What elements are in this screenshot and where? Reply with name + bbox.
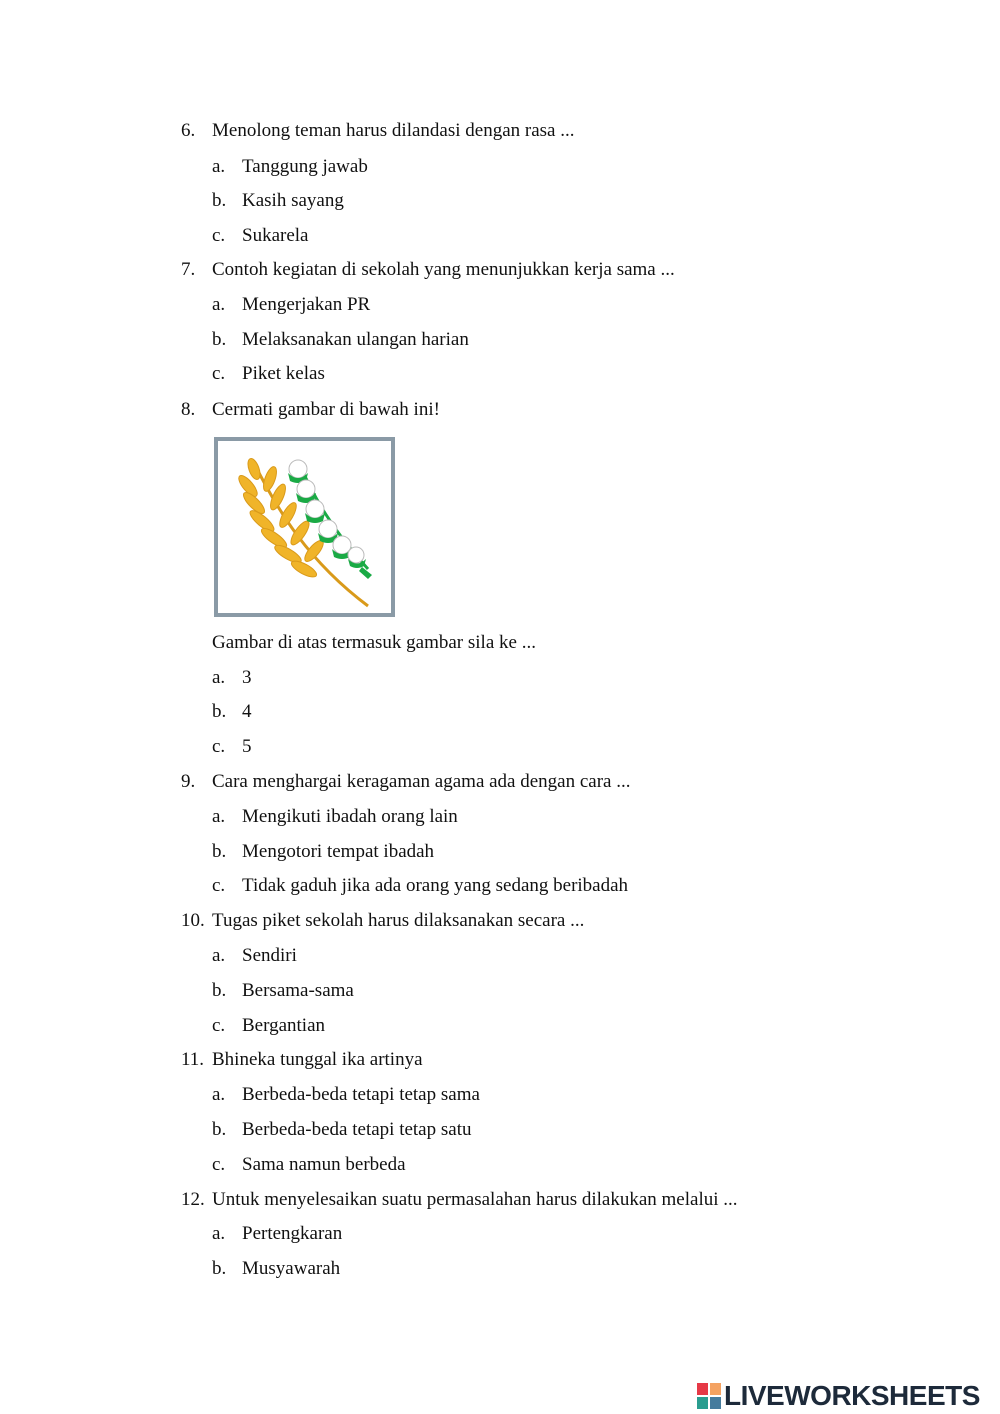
question-text: Contoh kegiatan di sekolah yang menunjukkan kerja sama ...: [212, 259, 675, 280]
logo-text: LIVEWORKSHEETS: [724, 1380, 980, 1411]
sila-figure: [214, 437, 395, 617]
option-letter: a.: [212, 806, 226, 827]
option-letter: a.: [212, 945, 226, 966]
option-text: Musyawarah: [242, 1258, 341, 1279]
option-letter: a.: [212, 667, 226, 688]
option-letter: b.: [212, 190, 227, 211]
option-text: 4: [242, 701, 252, 722]
liveworksheets-logo[interactable]: [697, 1380, 997, 1412]
padi-kapas-icon: [218, 441, 391, 613]
option-text: Bersama-sama: [242, 980, 354, 1001]
question-text: Menolong teman harus dilandasi dengan rasa ...: [212, 120, 575, 141]
option-letter: c.: [212, 363, 226, 384]
question-number: 11.: [181, 1049, 205, 1070]
option-letter: c.: [212, 875, 226, 896]
option-text: Berbeda-beda tetapi tetap sama: [242, 1084, 480, 1105]
option-text: Sama namun berbeda: [242, 1154, 406, 1175]
option-letter: b.: [212, 1119, 227, 1140]
option-text: 5: [242, 736, 252, 757]
option-letter: c.: [212, 736, 226, 757]
question-text: Bhineka tunggal ika artinya: [212, 1049, 423, 1070]
option-letter: b.: [212, 980, 227, 1001]
question-text: Untuk menyelesaikan suatu permasalahan harus dilakukan melalui ...: [212, 1189, 738, 1210]
option-text: Bergantian: [242, 1015, 326, 1036]
option-text: Sukarela: [242, 225, 309, 246]
option-letter: b.: [212, 841, 227, 862]
option-text: Berbeda-beda tetapi tetap satu: [242, 1119, 472, 1140]
option-letter: c.: [212, 1154, 226, 1175]
option-letter: b.: [212, 701, 227, 722]
question-number: 7.: [181, 259, 196, 280]
option-text: Mengotori tempat ibadah: [242, 841, 435, 862]
option-letter: a.: [212, 294, 226, 315]
option-text: Kasih sayang: [242, 190, 344, 211]
option-letter: a.: [212, 1223, 226, 1244]
option-text: Sendiri: [242, 945, 297, 966]
option-text: Tanggung jawab: [242, 156, 368, 177]
question-number: 8.: [181, 399, 196, 420]
option-letter: b.: [212, 1258, 227, 1279]
option-text: 3: [242, 667, 252, 688]
question-text: Cermati gambar di bawah ini!: [212, 399, 440, 420]
option-letter: b.: [212, 329, 227, 350]
question-subtext: Gambar di atas termasuk gambar sila ke ...: [212, 632, 536, 653]
option-text: Mengerjakan PR: [242, 294, 371, 315]
option-text: Piket kelas: [242, 363, 325, 384]
option-text: Tidak gaduh jika ada orang yang sedang beribadah: [242, 875, 629, 896]
logo-mark-icon: [697, 1383, 721, 1409]
option-letter: a.: [212, 156, 226, 177]
question-number: 10.: [181, 910, 205, 931]
option-letter: c.: [212, 1015, 226, 1036]
option-letter: c.: [212, 225, 226, 246]
question-text: Tugas piket sekolah harus dilaksanakan secara ...: [212, 910, 585, 931]
question-text: Cara menghargai keragaman agama ada dengan cara ...: [212, 771, 631, 792]
option-text: Pertengkaran: [242, 1223, 343, 1244]
option-letter: a.: [212, 1084, 226, 1105]
question-number: 12.: [181, 1189, 205, 1210]
option-text: Mengikuti ibadah orang lain: [242, 806, 458, 827]
question-number: 9.: [181, 771, 196, 792]
question-number: 6.: [181, 120, 196, 141]
option-text: Melaksanakan ulangan harian: [242, 329, 469, 350]
